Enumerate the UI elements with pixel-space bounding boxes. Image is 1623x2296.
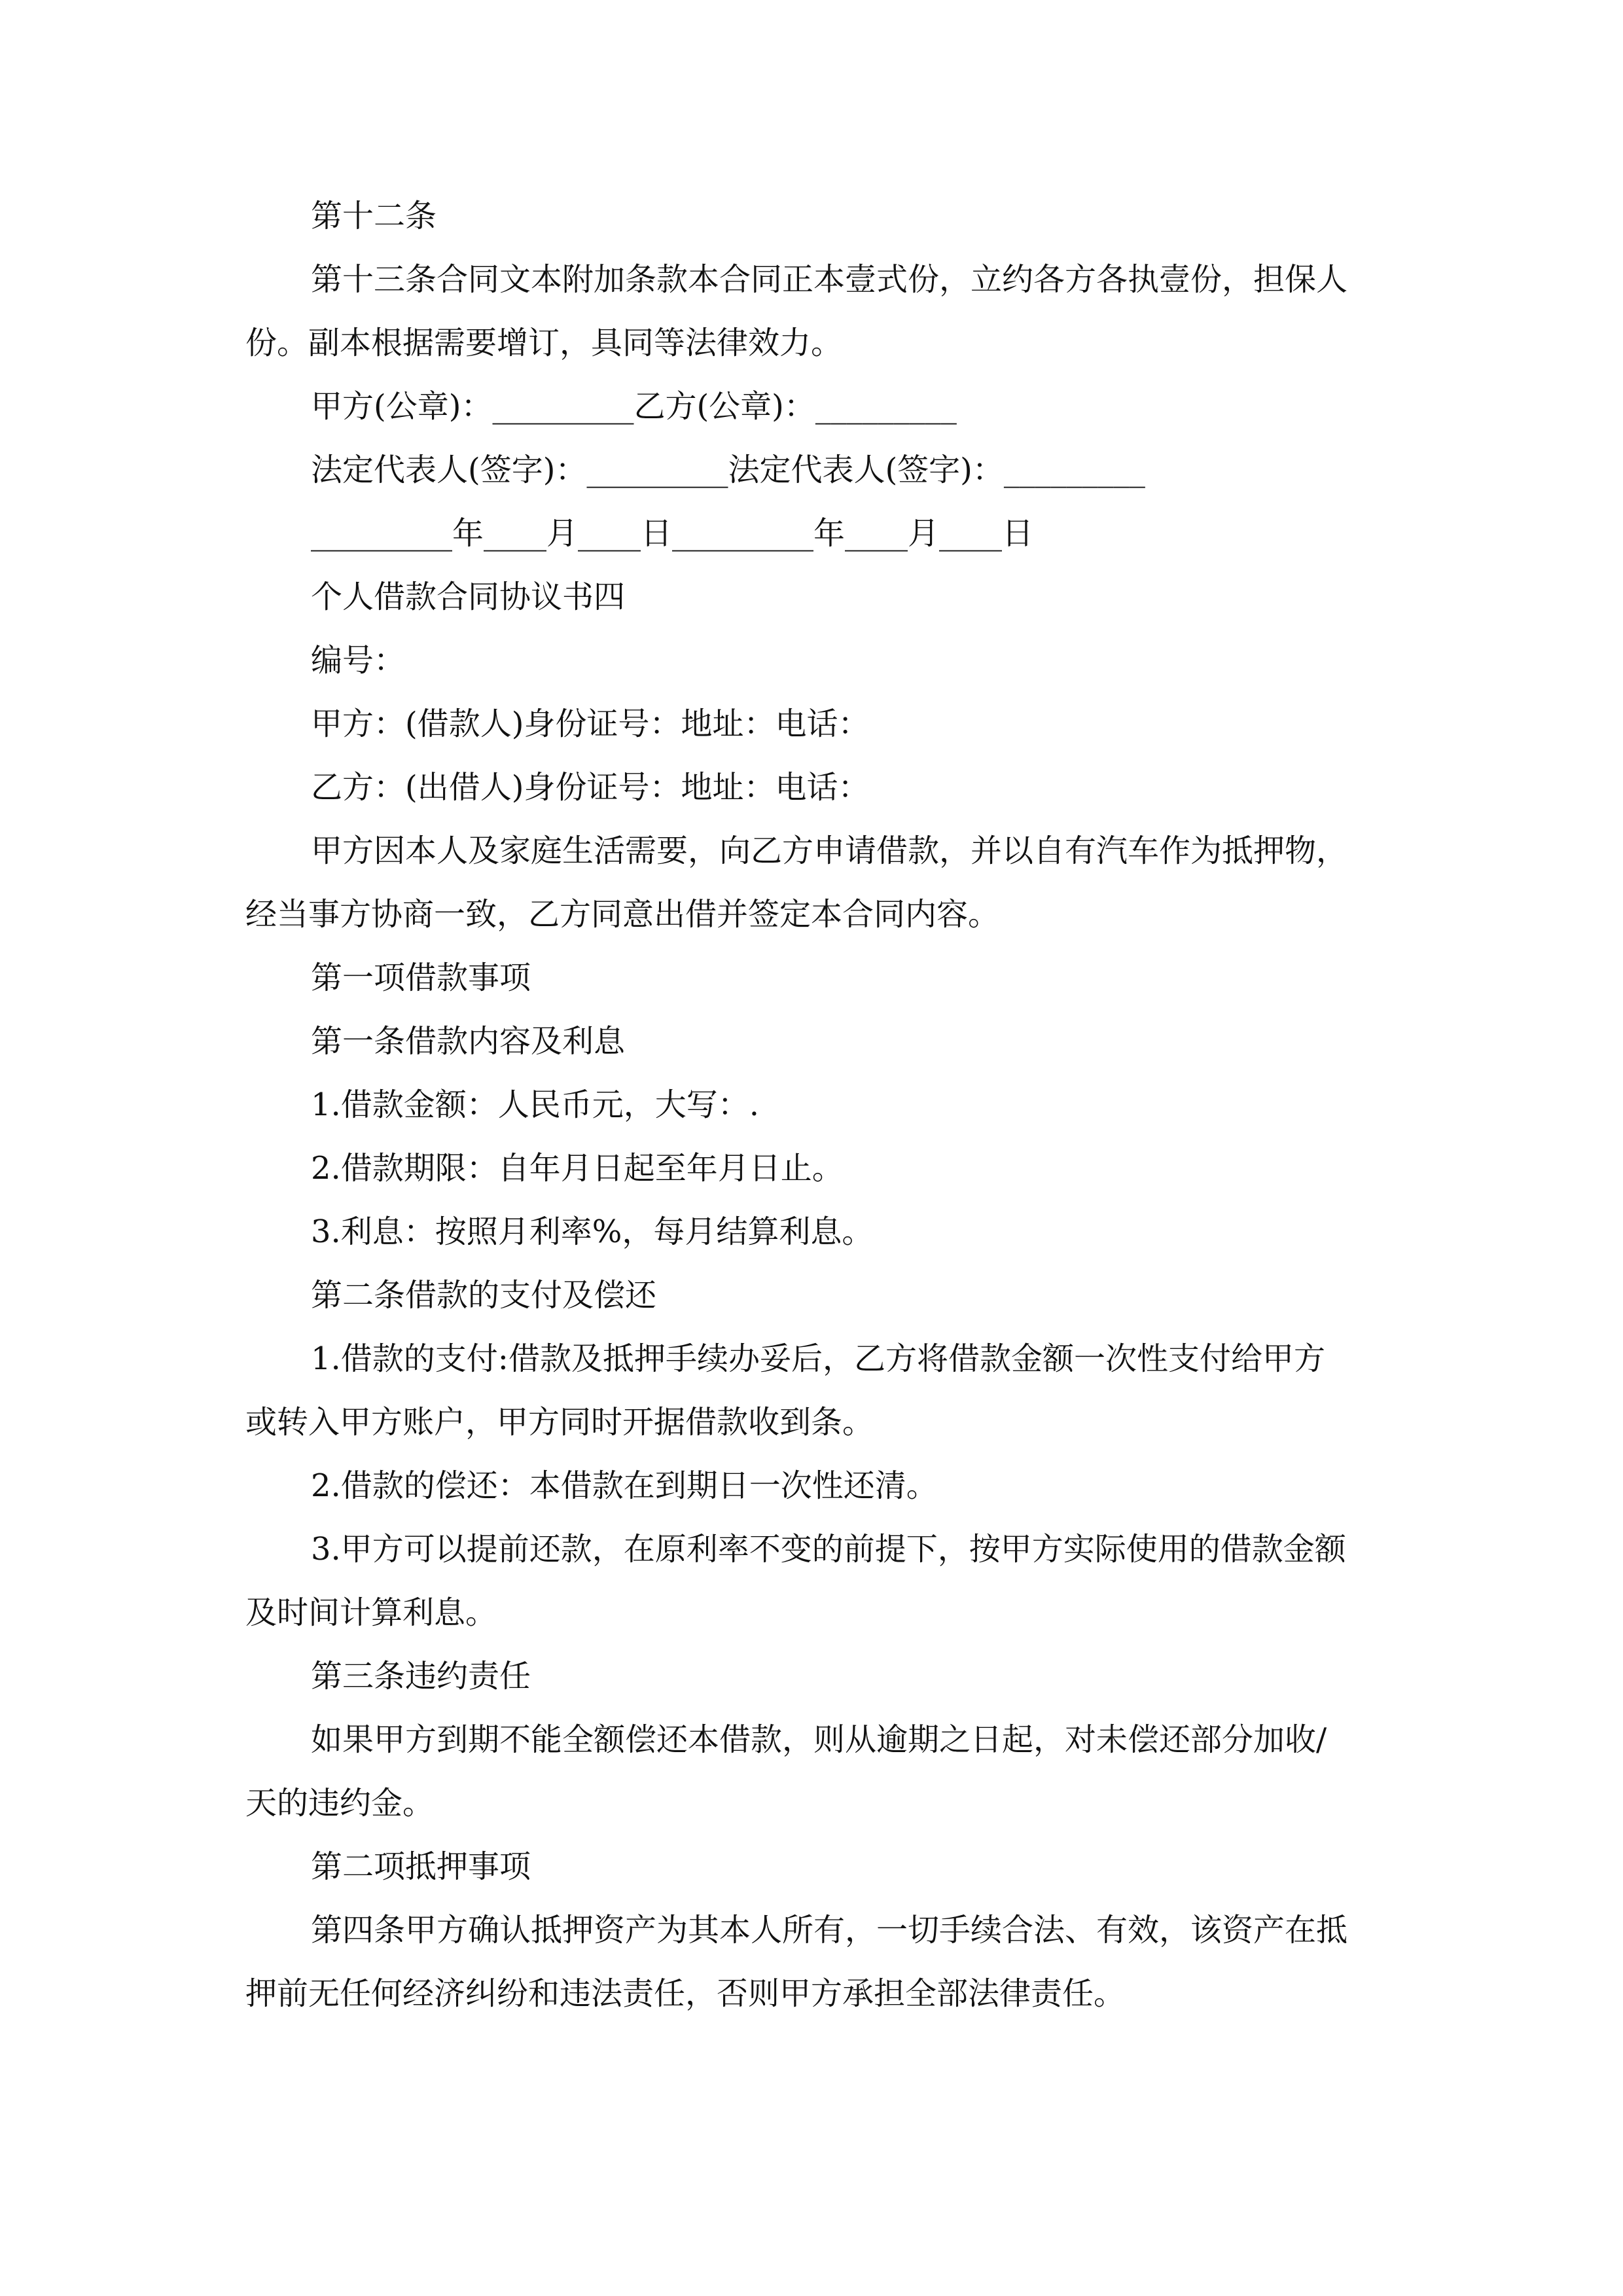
text-line: 乙方：(出借人)身份证号：地址：电话： xyxy=(311,769,870,806)
section-heading: 第一项借款事项 xyxy=(311,960,531,996)
text-line: 押前无任何经济纠纷和违法责任，否则甲方承担全部法律责任。 xyxy=(245,1975,1126,2012)
date-line: _________年____月____日_________年____月____日 xyxy=(311,515,1034,552)
signature-line: 法定代表人(签字)：_________法定代表人(签字)：_________ xyxy=(311,452,1145,488)
text-line: 甲方：(借款人)身份证号：地址：电话： xyxy=(311,706,870,742)
text-line: 及时间计算利息。 xyxy=(245,1594,497,1631)
text-line: 3.甲方可以提前还款，在原利率不变的前提下，按甲方实际使用的借款金额 xyxy=(311,1531,1346,1568)
article-heading: 第一条借款内容及利息 xyxy=(311,1023,626,1060)
text-line: 甲方因本人及家庭生活需要，向乙方申请借款，并以自有汽车作为抵押物， xyxy=(311,833,1348,869)
text-line: 如果甲方到期不能全额偿还本借款，则从逾期之日起，对未偿还部分加收/ xyxy=(311,1721,1327,1758)
signature-line: 甲方(公章)：_________乙方(公章)：_________ xyxy=(311,388,957,425)
text-line: 3.利息：按照月利率%，每月结算利息。 xyxy=(311,1213,874,1250)
text-line: 编号： xyxy=(311,642,406,679)
text-line: 天的违约金。 xyxy=(245,1785,435,1821)
text-line: 第十二条 xyxy=(311,198,437,234)
article-heading: 第二条借款的支付及偿还 xyxy=(311,1277,657,1314)
text-line: 经当事方协商一致，乙方同意出借并签定本合同内容。 xyxy=(245,896,1000,933)
section-heading: 第二项抵押事项 xyxy=(311,1848,531,1885)
text-line: 1.借款金额：人民币元，大写：. xyxy=(311,1086,760,1123)
text-line: 1.借款的支付:借款及抵押手续办妥后，乙方将借款金额一次性支付给甲方 xyxy=(311,1340,1325,1377)
text-line: 或转入甲方账户，甲方同时开据借款收到条。 xyxy=(245,1404,874,1441)
article-heading: 第三条违约责任 xyxy=(311,1658,531,1695)
text-line: 第四条甲方确认抵押资产为其本人所有，一切手续合法、有效，该资产在抵 xyxy=(311,1912,1348,1948)
text-line: 2.借款期限：自年月日起至年月日止。 xyxy=(311,1150,844,1187)
section-title: 个人借款合同协议书四 xyxy=(311,579,626,615)
text-line: 份。副本根据需要增订，具同等法律效力。 xyxy=(245,325,843,361)
text-line: 2.借款的偿还：本借款在到期日一次性还清。 xyxy=(311,1467,938,1504)
text-line: 第十三条合同文本附加条款本合同正本壹式份，立约各方各执壹份，担保人 xyxy=(311,261,1348,298)
